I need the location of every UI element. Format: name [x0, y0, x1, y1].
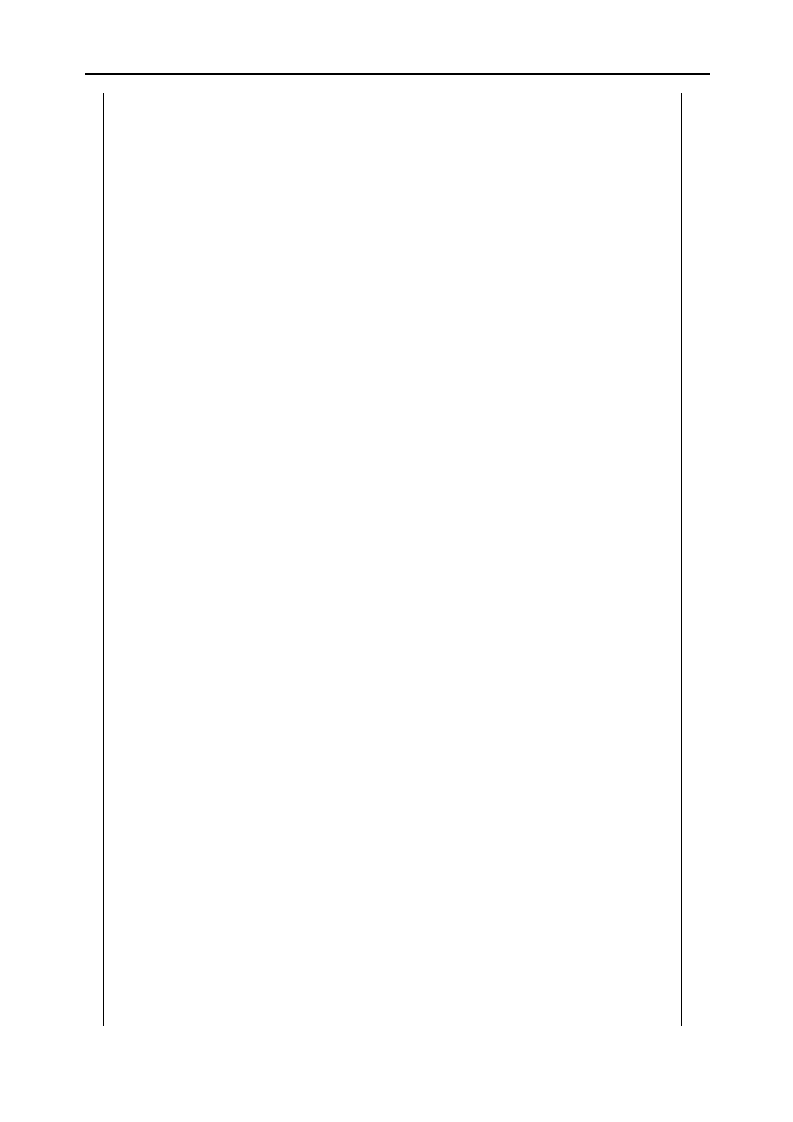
header-divider: [85, 73, 710, 75]
page-frame-left-border: [103, 93, 104, 1026]
page-frame-right-border: [681, 93, 682, 1026]
